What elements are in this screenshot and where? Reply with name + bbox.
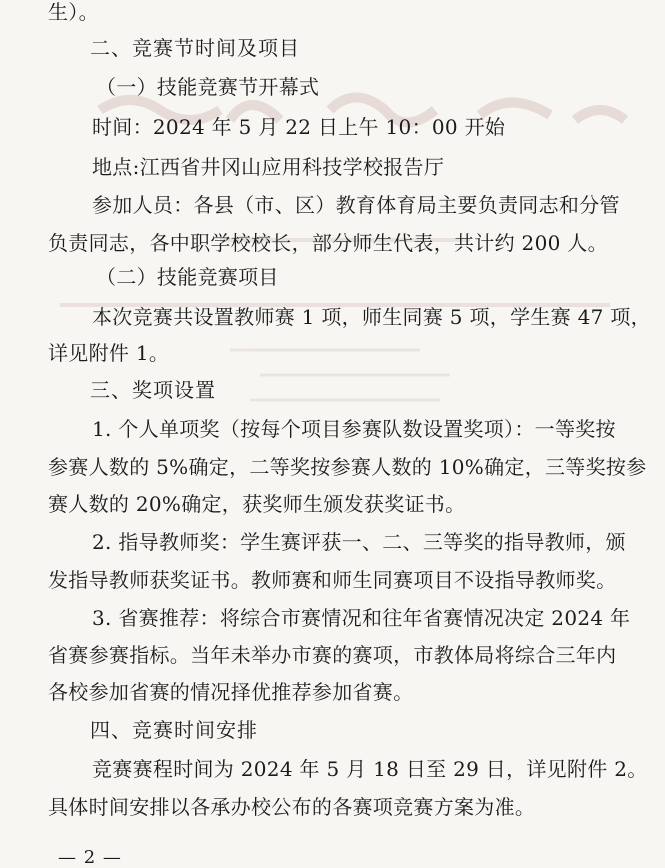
text-line: 竞赛赛程时间为 2024 年 5 月 18 日至 29 日，详见附件 2。 [92, 757, 648, 781]
section-heading: 三、奖项设置 [90, 378, 216, 402]
subsection-heading: （二）技能竞赛项目 [96, 265, 279, 289]
text-line: 发指导教师获奖证书。教师赛和师生同赛项目不设指导教师奖。 [48, 568, 617, 592]
text-line: 赛人数的 20%确定，获奖师生颁发获奖证书。 [48, 492, 466, 516]
text-line: 具体时间安排以各承办校公布的各赛项竞赛方案为准。 [48, 795, 536, 819]
text-line: 本次竞赛共设置教师赛 1 项，师生同赛 5 项，学生赛 47 项， [92, 305, 651, 329]
text-line: 地点:江西省井冈山应用科技学校报告厅 [92, 155, 445, 179]
text-line: 参赛人数的 5%确定，二等奖按参赛人数的 10%确定，三等奖按参 [48, 455, 647, 479]
subsection-heading: （一）技能竞赛节开幕式 [96, 75, 320, 99]
text-line: 详见附件 1。 [48, 341, 170, 365]
text-line: 参加人员：各县（市、区）教育体育局主要负责同志和分管 [92, 193, 620, 217]
text-line: 各校参加省赛的情况择优推荐参加省赛。 [48, 680, 414, 704]
text-line: 负责同志，各中职学校校长，部分师生代表，共计约 200 人。 [48, 231, 608, 255]
page-number: — 2 — [58, 847, 122, 868]
text-line: 省赛参赛指标。当年未举办市赛的赛项，市教体局将综合三年内 [48, 643, 617, 667]
text-line: 时间：2024 年 5 月 22 日上午 10：00 开始 [92, 115, 506, 139]
text-line: 1. 个人单项奖（按每个项目参赛队数设置奖项）：一等奖按 [92, 417, 616, 441]
text-line: 3. 省赛推荐：将综合市赛情况和往年省赛情况决定 2024 年 [92, 606, 631, 630]
section-heading: 二、竞赛节时间及项目 [90, 36, 300, 60]
text-line: 生）。 [48, 0, 99, 24]
text-line: 2. 指导教师奖：学生赛评获一、二、三等奖的指导教师，颁 [92, 530, 626, 554]
section-heading: 四、竞赛时间安排 [90, 718, 258, 742]
